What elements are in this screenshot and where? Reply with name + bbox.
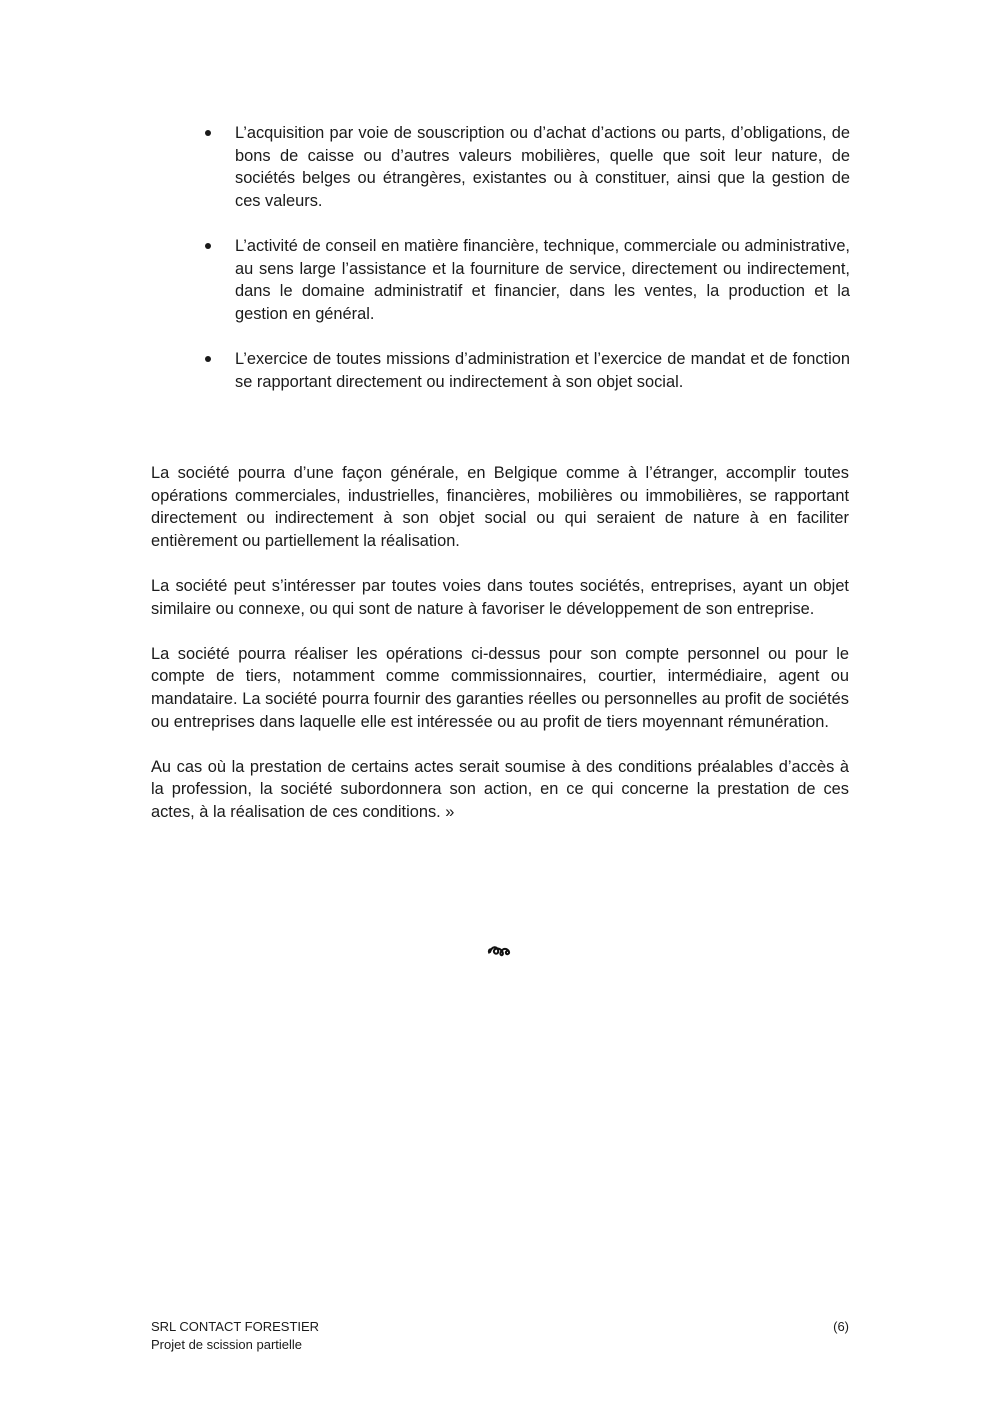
page-number: (6) xyxy=(833,1319,849,1334)
bullet-text: L’activité de conseil en matière financière, technique, commerciale ou administrative, au sens large l’assistance et la fourniture de service, directement ou indirectement, dans le domaine administratif et financier, dans les ventes, la production et la gestion en général. xyxy=(235,236,850,323)
footer-company: SRL CONTACT FORESTIER xyxy=(151,1319,320,1334)
bullet-text: L’acquisition par voie de souscription ou d’achat d’actions ou parts, d’obligations, de bons de caisse ou d’autres valeurs mobilières, quelle que soit leur nature, de sociétés belges ou étrangères, existantes ou à constituer, ainsi que la gestion de ces valeurs. xyxy=(235,124,850,210)
body-paragraph: La société pourra d’une façon générale, en Belgique comme à l’étranger, accomplir toutes opérations commerciales, industrielles, financières, mobilières ou immobilières, se rapportant directement ou indirectement à son objet social ou qui seraient de nature à en faciliter entièrement ou partiellement la réalisation. xyxy=(151,464,849,550)
body-paragraph: La société peut s’intéresser par toutes voies dans toutes sociétés, entreprises, ayant un objet similaire ou connexe, ou qui sont de nature à favoriser le développement de son entreprise. xyxy=(151,576,849,618)
footer-left xyxy=(151,1318,319,1354)
body-paragraph: Au cas où la prestation de certains actes serait soumise à des conditions préalables d’accès à la profession, la société subordonnera son action, en ce qui concerne la prestation de ces actes, à la réalisation de ces conditions. » xyxy=(151,757,849,821)
bullet-dot-icon xyxy=(205,243,211,249)
body-paragraph: La société pourra réaliser les opérations ci-dessus pour son compte personnel ou pour le compte de tiers, notamment comme commissionnaires, courtier, intermédiaire, agent ou mandataire. La société pourra fournir des garanties réelles ou personnelles au profit de sociétés ou entreprises dans laquelle elle est intéressée ou au profit de tiers moyennant rémunération. xyxy=(151,644,849,731)
bullet-dot-icon xyxy=(205,356,211,362)
bullet-dot-icon xyxy=(205,130,211,136)
bullet-item xyxy=(200,348,850,393)
bullet-item xyxy=(200,122,850,212)
bullet-list xyxy=(200,122,850,416)
flourish-ornament-icon xyxy=(486,940,514,960)
bullet-item xyxy=(200,235,850,325)
footer-subtitle: Projet de scission partielle xyxy=(151,1337,303,1352)
body-paragraphs xyxy=(151,462,849,846)
bullet-text: L’exercice de toutes missions d’administration et l’exercice de mandat et de fonction se rapportant directement ou indirectement à son objet social. xyxy=(235,349,850,391)
